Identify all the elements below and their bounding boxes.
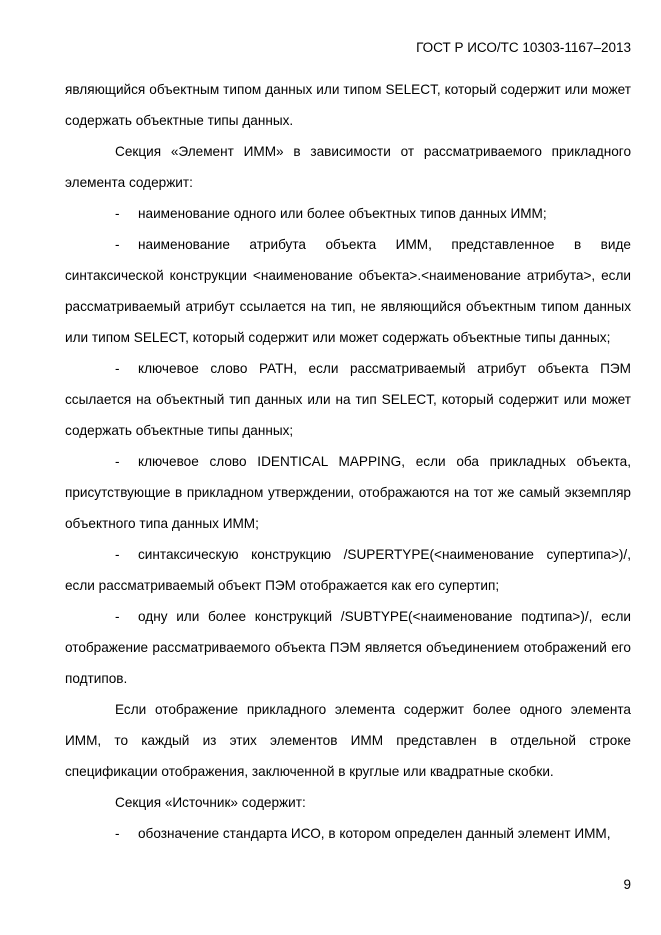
paragraph-section-source: Секция «Источник» содержит: [115,795,306,810]
list-item [65,539,631,601]
document-header-designation: ГОСТ Р ИСО/ТС 10303-1167–2013 [416,40,631,55]
list-item-text: наименование одного или более объектных типов данных ИММ; [138,206,547,221]
list-item-marker: - [115,826,120,841]
list-item-marker: - [115,454,120,469]
page-number: 9 [623,877,631,892]
list-item-marker: - [115,609,120,624]
list-item-text: обозначение стандарта ИСО, в котором определен данный элемент ИММ, [138,826,611,841]
list-item-marker: - [115,206,120,221]
document-body [65,74,631,849]
list-item [65,198,631,229]
paragraph-section-imm-element: Секция «Элемент ИММ» в зависимости от рассматриваемого прикладного элемента содержит: [65,144,631,190]
list-item-text: синтаксическую конструкцию /SUPERTYPE(<наименование супертипа>)/, если рассматриваемый объект ПЭМ отображается как его супертип; [65,547,631,593]
list-item-text: наименование атрибута объекта ИММ, представленное в виде синтаксической конструкции <наименование объекта>.<наименование атрибута>, если рассматриваемый атрибут ссылается на тип, не являющийся объектным типом данных или типом SELECT, который содержит или может содержать объектные типы данных; [65,237,631,345]
list-item [65,818,631,849]
list-item-marker: - [115,361,120,376]
list-item-marker: - [115,237,120,252]
list-item [65,601,631,694]
paragraph-imm-multiple-elements: Если отображение прикладного элемента содержит более одного элемента ИММ, то каждый из этих элементов ИММ представлен в отдельной строке спецификации отображения, заключенной в круглые или квадратные скобки. [65,702,631,779]
paragraph-continuation: являющийся объектным типом данных или типом SELECT, который содержит или может содержать объектные типы данных. [65,82,631,128]
list-item-text: ключевое слово IDENTICAL MAPPING, если оба прикладных объекта, присутствующие в прикладном утверждении, отображаются на тот же самый экземпляр объектного типа данных ИММ; [65,454,631,531]
list-item-text: одну или более конструкций /SUBTYPE(<наименование подтипа>)/, если отображение рассматриваемого объекта ПЭМ является объединением отображений его подтипов. [65,609,631,686]
list-item-text: ключевое слово PATH, если рассматриваемый атрибут объекта ПЭМ ссылается на объектный тип данных или на тип SELECT, который содержит или может содержать объектные типы данных; [65,361,631,438]
list-item [65,229,631,353]
list-item [65,353,631,446]
list-item [65,446,631,539]
list-item-marker: - [115,547,120,562]
